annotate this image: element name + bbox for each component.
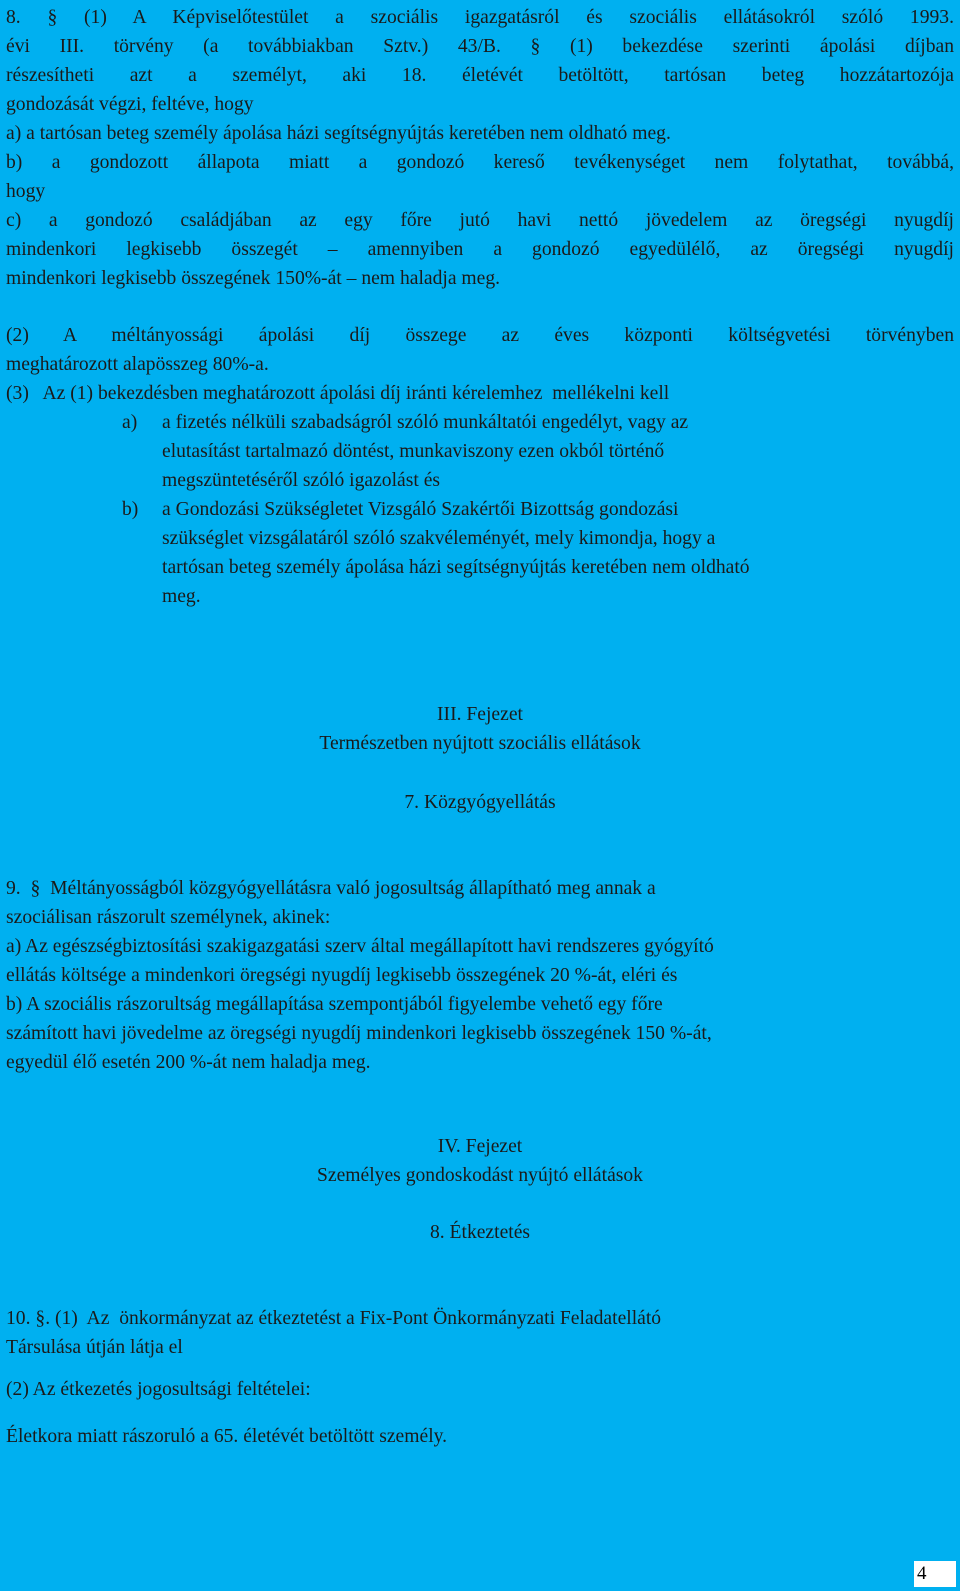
list-item-label: a) [122, 412, 138, 433]
page-number: 4 [914, 1561, 956, 1587]
section-8-title: 8. Étkeztetés [429, 1222, 531, 1243]
text-line: egyedül élő esetén 200 %-át nem haladja meg. [6, 1052, 371, 1073]
text-line: a) Az egészségbiztosítási szakigazgatási szerv által megállapított havi rendszeres gyógyító [6, 936, 714, 957]
text-line: meghatározott alapösszeg 80%-a. [6, 354, 269, 375]
text-line: (2) A méltányossági ápolási díj összege az éves központi költségvetési törvényben [6, 325, 954, 346]
text-line: b) a gondozott állapota miatt a gondozó kereső tevékenységet nem folytathat, továbbá, [6, 152, 954, 173]
list-item-label: b) [122, 499, 139, 520]
section-8-paragraph-2 [6, 321, 954, 379]
text-line: részesítheti azt a személyt, aki 18. életévét betöltött, tartósan beteg hozzátartozója [6, 65, 954, 86]
text-line: a) a tartósan beteg személy ápolása házi segítségnyújtás keretében nem oldható meg. [6, 123, 671, 144]
text-line: szociálisan rászorult személynek, akinek: [6, 907, 331, 928]
text-line: szükséglet vizsgálatáról szóló szakvéleményét, mely kimondja, hogy a [162, 528, 716, 549]
text-line: (3) Az (1) bekezdésben meghatározott ápolási díj iránti kérelemhez mellékelni kell [6, 383, 670, 404]
text-line: mindenkori legkisebb összegének 150%-át – nem haladja meg. [6, 268, 501, 289]
section-8-paragraph-1 [6, 3, 954, 293]
section-9-paragraph [6, 874, 954, 1077]
text-line: b) A szociális rászorultság megállapítása szempontjából figyelembe vehető egy főre [6, 994, 663, 1015]
text-line: gondozását végzi, feltéve, hogy [6, 94, 254, 115]
text-line: évi III. törvény (a továbbiakban Sztv.) 43/B. § (1) bekezdése szerinti ápolási díjban [6, 36, 954, 57]
section-10-paragraph-1 [6, 1304, 954, 1362]
text-line: 10. §. (1) Az önkormányzat az étkeztetést a Fix-Pont Önkormányzati Feladatellátó [6, 1308, 662, 1329]
text-line: ellátás költsége a mindenkori öregségi nyugdíj legkisebb összegének 20 %-át, eléri és [6, 965, 678, 986]
text-line: a fizetés nélküli szabadságról szóló munkáltatói engedélyt, vagy az [162, 412, 689, 433]
text-line: a Gondozási Szükségletet Vizsgáló Szakértői Bizottság gondozási [162, 499, 679, 520]
text-line: tartósan beteg személy ápolása házi segítségnyújtás keretében nem oldható [162, 557, 750, 578]
section-8-paragraph-3 [6, 379, 954, 408]
chapter-4-subheading: Személyes gondoskodást nyújtó ellátások [317, 1165, 643, 1186]
text-line: meg. [162, 586, 201, 607]
text-line: hogy [6, 181, 46, 202]
text-line: c) a gondozó családjában az egy főre jutó havi nettó jövedelem az öregségi nyugdíj [6, 210, 954, 231]
text-line: megszüntetéséről szóló igazolást és [162, 470, 441, 491]
chapter-3-heading: III. Fejezet [437, 704, 523, 725]
chapter-3-subheading: Természetben nyújtott szociális ellátások [319, 733, 641, 754]
text-line: elutasítást tartalmazó döntést, munkaviszony ezen okból történő [162, 441, 665, 462]
list-item-text [162, 495, 952, 611]
text-line: mindenkori legkisebb összegét – amennyiben a gondozó egyedülélő, az öregségi nyugdíj [6, 239, 954, 260]
section-10-paragraph-2: (2) Az étkezetés jogosultsági feltételei: [6, 1379, 311, 1400]
section-7-title: 7. Közgyógyellátás [404, 792, 556, 813]
chapter-4-heading: IV. Fejezet [437, 1136, 523, 1157]
list-item-text [162, 408, 952, 495]
text-line: 8. § (1) A Képviselőtestület a szociális igazgatásról és szociális ellátásokról szóló 1993. [6, 7, 954, 28]
text-line: számított havi jövedelme az öregségi nyugdíj mindenkori legkisebb összegének 150 %-át, [6, 1023, 712, 1044]
text-line: Társulása útján látja el [6, 1337, 183, 1358]
text-line: 9. § Méltányosságból közgyógyellátásra való jogosultság állapítható meg annak a [6, 878, 656, 899]
section-10-paragraph-3: Életkora miatt rászoruló a 65. életévét betöltött személy. [6, 1426, 448, 1447]
